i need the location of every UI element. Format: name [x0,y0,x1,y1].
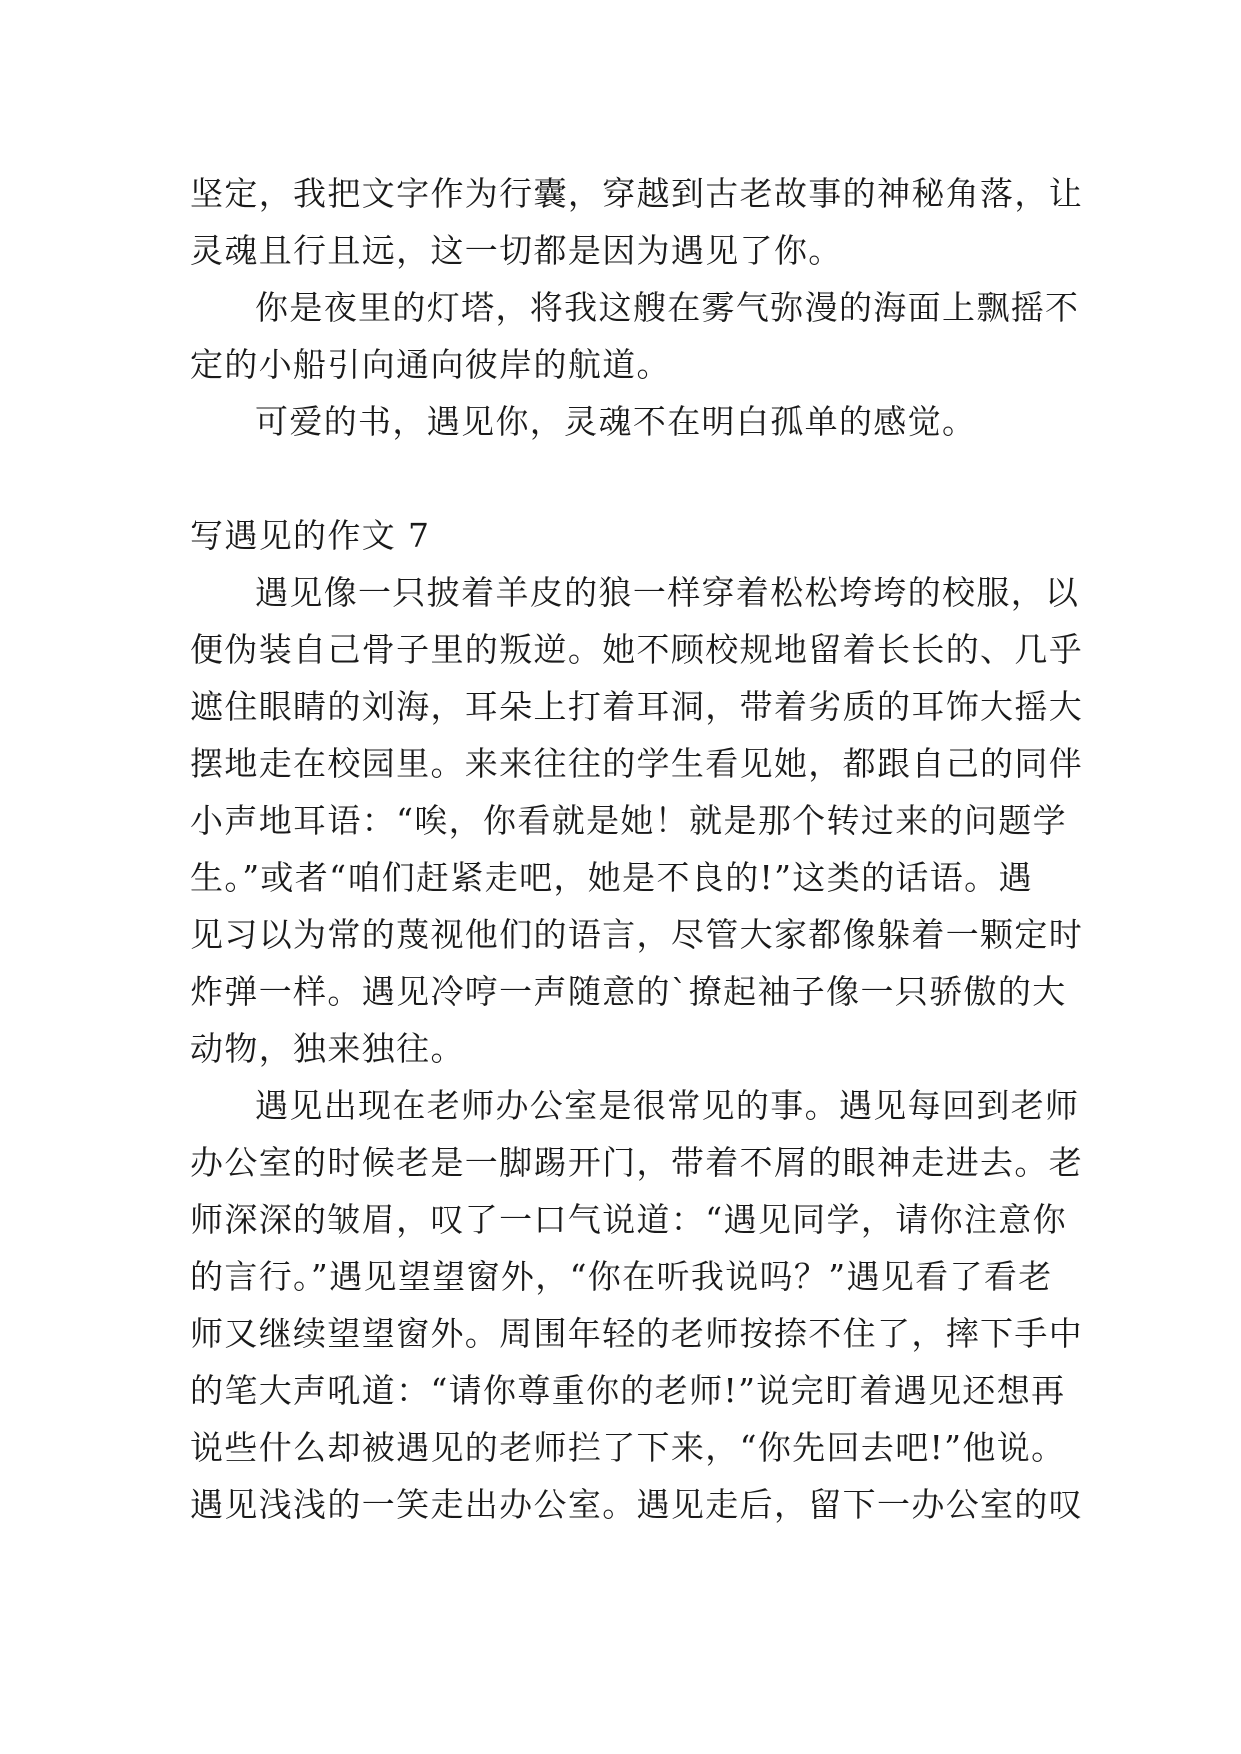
paragraph-first-line: 你是夜里的灯塔，将我这艘在雾气弥漫的海面上飘摇不 [255,288,1080,327]
text-line: 摆地走在校园里。来来往往的学生看见她，都跟自己的同伴 [190,744,1084,783]
text-line: 师深深的皱眉，叹了一口气说道：“遇见同学，请你注意你 [190,1200,1067,1239]
text-line: 坚定，我把文字作为行囊，穿越到古老故事的神秘角落，让 [190,174,1084,213]
text-line: 的言行。”遇见望望窗外，“你在听我说吗？”遇见看了看老 [190,1257,1053,1296]
text-line: 见习以为常的蔑视他们的语言，尽管大家都像躲着一颗定时 [190,915,1084,954]
text-line: 说些什么却被遇见的老师拦了下来，“你先回去吧!”他说。 [190,1428,1066,1467]
text-line: 定的小船引向通向彼岸的航道。 [190,345,671,384]
text-line: 灵魂且行且远，这一切都是因为遇见了你。 [190,231,843,270]
text-line: 的笔大声吼道：“请你尊重你的老师!”说完盯着遇见还想再 [190,1371,1066,1410]
paragraph-first-line: 遇见像一只披着羊皮的狼一样穿着松松垮垮的校服，以 [255,573,1080,612]
text-line: 师又继续望望窗外。周围年轻的老师按捺不住了，摔下手中 [190,1314,1084,1353]
text-line: 小声地耳语：“唉，你看就是她！就是那个转过来的问题学 [190,801,1067,840]
text-line: 炸弹一样。遇见冷哼一声随意的`撩起袖子像一只骄傲的大 [190,972,1067,1011]
text-line: 动物，独来独往。 [190,1029,465,1068]
text-line: 办公室的时候老是一脚踢开门，带着不屑的眼神走进去。老 [190,1143,1084,1182]
text-line: 生。”或者“咱们赶紧走吧，她是不良的!”这类的话语。遇 [190,858,1033,897]
section-heading: 写遇见的作文 7 [190,516,431,555]
text-line: 遇见浅浅的一笑走出办公室。遇见走后，留下一办公室的叹 [190,1485,1084,1524]
paragraph-first-line: 遇见出现在老师办公室是很常见的事。遇见每回到老师 [255,1086,1080,1125]
paragraph-first-line: 可爱的书，遇见你，灵魂不在明白孤单的感觉。 [255,402,977,441]
text-line: 遮住眼睛的刘海，耳朵上打着耳洞，带着劣质的耳饰大摇大 [190,687,1084,726]
text-line: 便伪装自己骨子里的叛逆。她不顾校规地留着长长的、几乎 [190,630,1084,669]
